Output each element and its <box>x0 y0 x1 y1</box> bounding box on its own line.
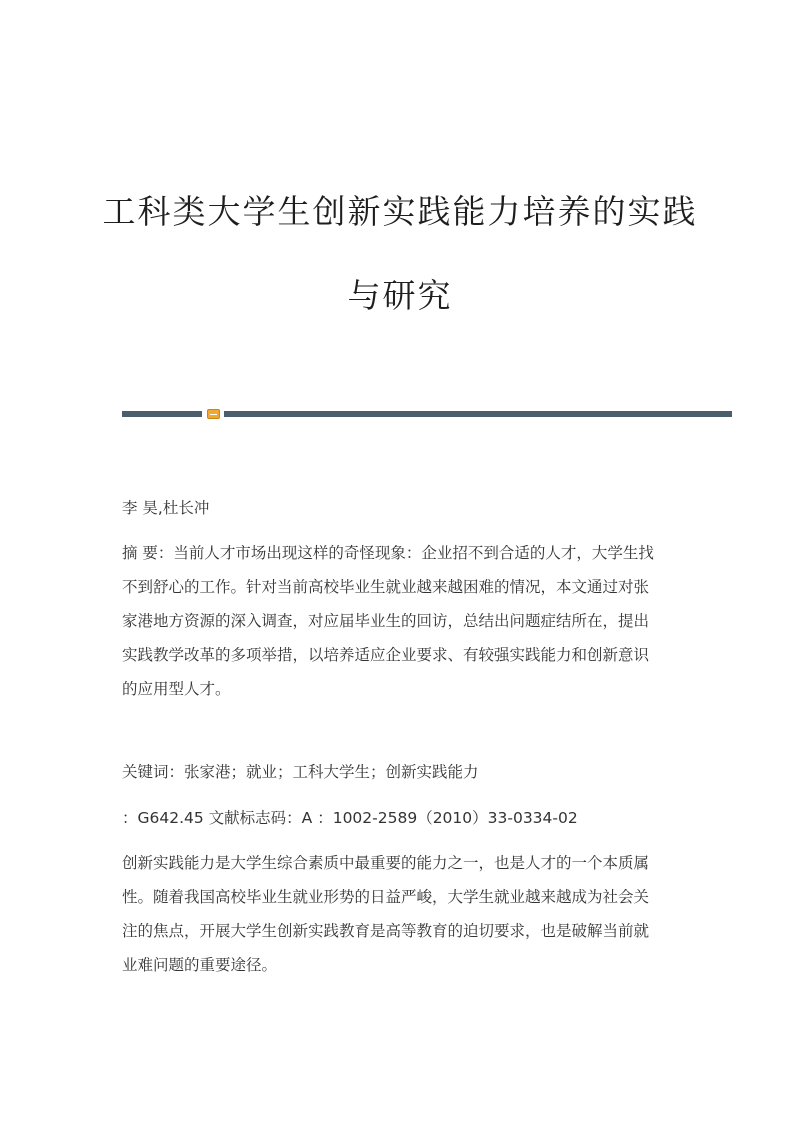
document-title-line-1: 工科类大学生创新实践能力培养的实践 <box>102 192 698 231</box>
body-paragraph <box>122 846 682 982</box>
document-badge-icon <box>207 409 220 419</box>
authors-text: 李 昊,杜长冲 <box>122 499 210 517</box>
abstract-line: 不到舒心的工作。针对当前高校毕业生就业越来越困难的情况，本文通过对张 <box>122 578 650 596</box>
keywords-text: 关键词：张家港；就业；工科大学生；创新实践能力 <box>122 763 479 781</box>
authors <box>122 491 682 525</box>
abstract-line: 家港地方资源的深入调查，对应届毕业生的回访，总结出问题症结所在，提出 <box>122 612 650 630</box>
keywords <box>122 755 682 789</box>
abstract-line: 摘 要：当前人才市场出现这样的奇怪现象：企业招不到合适的人才，大学生找 <box>122 544 654 562</box>
classification-line <box>122 801 682 835</box>
abstract-line: 实践教学改革的多项举措，以培养适应企业要求、有较强实践能力和创新意识 <box>122 646 650 664</box>
body-line: 创新实践能力是大学生综合素质中最重要的能力之一，也是人才的一个本质属 <box>122 854 650 872</box>
body-line: 性。随着我国高校毕业生就业形势的日益严峻，大学生就业越来越成为社会关 <box>122 888 650 906</box>
body-line: 注的焦点，开展大学生创新实践教育是高等教育的迫切要求，也是破解当前就 <box>122 922 650 940</box>
abstract-line: 的应用型人才。 <box>122 680 231 698</box>
body-line: 业难问题的重要途径。 <box>122 956 278 974</box>
document-title-line-2: 与研究 <box>347 276 453 315</box>
divider-bar-left <box>122 411 202 417</box>
abstract <box>122 536 682 706</box>
title-divider <box>122 409 732 417</box>
classification-text: ：G642.45 文献标志码：A ：1002-2589（2010）33-0334-02 <box>122 809 578 827</box>
divider-bar-right <box>224 411 732 417</box>
